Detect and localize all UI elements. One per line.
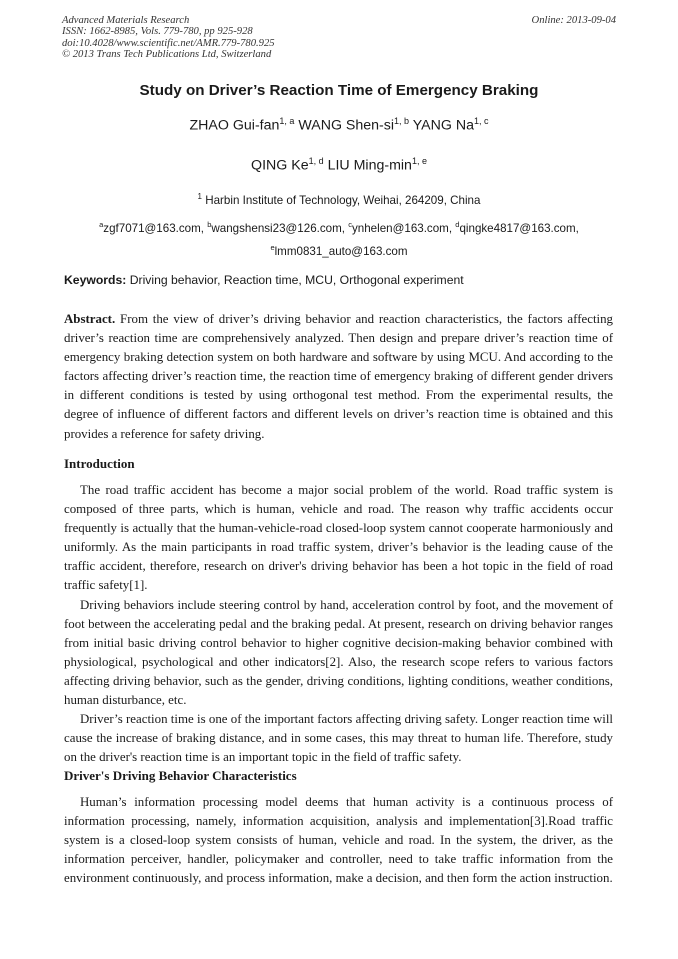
affiliation-mark: 1 — [197, 192, 202, 201]
journal-copyright: © 2013 Trans Tech Publications Ltd, Switzerland — [62, 49, 272, 61]
journal-header — [62, 15, 616, 61]
online-date: Online: 2013-09-04 — [531, 15, 616, 26]
paragraph: The road traffic accident has become a major social problem of the world. Road traffic system is composed of three parts, which is human, vehicle and road. The reason why traffic accidents occur frequently is actually that the human-vehicle-road closed-loop system cannot cooperate harmoniously and uniformly. As the main participants in road traffic system, driver’s behavior is the leading cause of the traffic accident, therefore, research on driver's driving behavior has been a hot topic in the field of road traffic safety[1]. — [64, 483, 613, 593]
author-affiliation-mark: 1, c — [473, 116, 489, 126]
author-affiliation-mark: 1, e — [411, 156, 427, 166]
affiliation-text: Harbin Institute of Technology, Weihai, 264209, China — [205, 193, 481, 207]
abstract-text: From the view of driver’s driving behavior and reaction characteristics, the factors affecting driver’s reaction time are comprehensively analyzed. Then design and prepare driver’s reaction time of emergency braking detection system on both hardware and software by using MCU. And according to the factors affecting driver’s reaction time, the reaction time of emergency braking of different gender drivers in different conditions is tested by using orthogonal test method. From the experimental results, the degree of influence of different factors and different levels on driver’s reaction time is obtained and this provides a reference for safety driving. — [64, 312, 613, 441]
author-line-2 — [0, 156, 678, 174]
journal-doi: doi:10.4028/www.scientific.net/AMR.779-780.925 — [62, 37, 275, 49]
abstract — [64, 310, 613, 444]
journal-issn: ISSN: 1662-8985, Vols. 779-780, pp 925-928 — [62, 26, 253, 38]
email-link[interactable]: wangshensi23@126.com, — [211, 221, 345, 235]
email-mark: e — [270, 242, 275, 252]
email-link[interactable]: lmm0831_auto@163.com — [274, 244, 408, 258]
author-name: QING Ke — [251, 157, 309, 174]
section-body-driving-behavior — [64, 793, 613, 888]
author-name: ZHAO Gui-fan — [189, 117, 280, 134]
email-mark: d — [455, 220, 460, 229]
author-affiliation-mark: 1, a — [279, 116, 295, 126]
author-affiliation-mark: 1, b — [394, 116, 410, 126]
email-mark: a — [99, 220, 104, 229]
author-affiliation-mark: 1, d — [308, 156, 324, 166]
author-name: WANG Shen-si — [298, 117, 395, 134]
paper-title: Study on Driver’s Reaction Time of Emergency Braking — [139, 82, 539, 99]
section-heading-driving-behavior: Driver's Driving Behavior Characteristics — [64, 768, 297, 783]
keywords-label: Keywords: — [64, 273, 127, 287]
section-heading-introduction: Introduction — [64, 456, 135, 471]
author-name: YANG Na — [412, 117, 474, 134]
email-link[interactable]: zgf7071@163.com, — [103, 221, 204, 235]
email-mark: b — [207, 220, 212, 229]
email-link[interactable]: ynhelen@163.com, — [351, 221, 453, 235]
keywords-text: Driving behavior, Reaction time, MCU, Orthogonal experiment — [129, 273, 464, 287]
email-link[interactable]: qingke4817@163.com, — [459, 221, 579, 235]
author-name: LIU Ming-min — [327, 157, 412, 174]
section-body-introduction — [64, 481, 613, 767]
paragraph: Human’s information processing model deems that human activity is a continuous process of information processing, namely, information acquisition, analysis and implementation[3].Road traffic system is a closed-loop system consists of human, vehicle and road. In the system, the driver, as the information perceiver, handler, policymaker and controller, need to take traffic information from the environment continuously, and process information, make a decision, and then form the action instruction. — [64, 795, 613, 886]
abstract-label: Abstract. — [64, 312, 116, 326]
author-line-1 — [0, 116, 678, 134]
email-mark: c — [348, 220, 352, 229]
paragraph: Driving behaviors include steering control by hand, acceleration control by foot, and the movement of foot between the accelerating pedal and the braking pedal. At present, research on driving behavior ranges from initial basic driving control behavior to higher cognitive decision-making behavior combined with physiological, psychological and other indicators[2]. Also, the research scope refers to various factors affecting driving behavior, such as the gender, driving conditions, lighting conditions, weather conditions, human disturbance, etc. — [64, 597, 613, 708]
affiliation — [0, 192, 678, 207]
author-emails — [60, 215, 618, 261]
keywords — [64, 273, 464, 287]
journal-name: Advanced Materials Research — [62, 15, 190, 26]
paragraph: Driver’s reaction time is one of the important factors affecting driving safety. Longer reaction time will cause the increase of braking distance, and in some cases, this may threat to human life. Therefore, study on the driver's reaction time is an important topic in the field of traffic safety. — [64, 712, 613, 765]
